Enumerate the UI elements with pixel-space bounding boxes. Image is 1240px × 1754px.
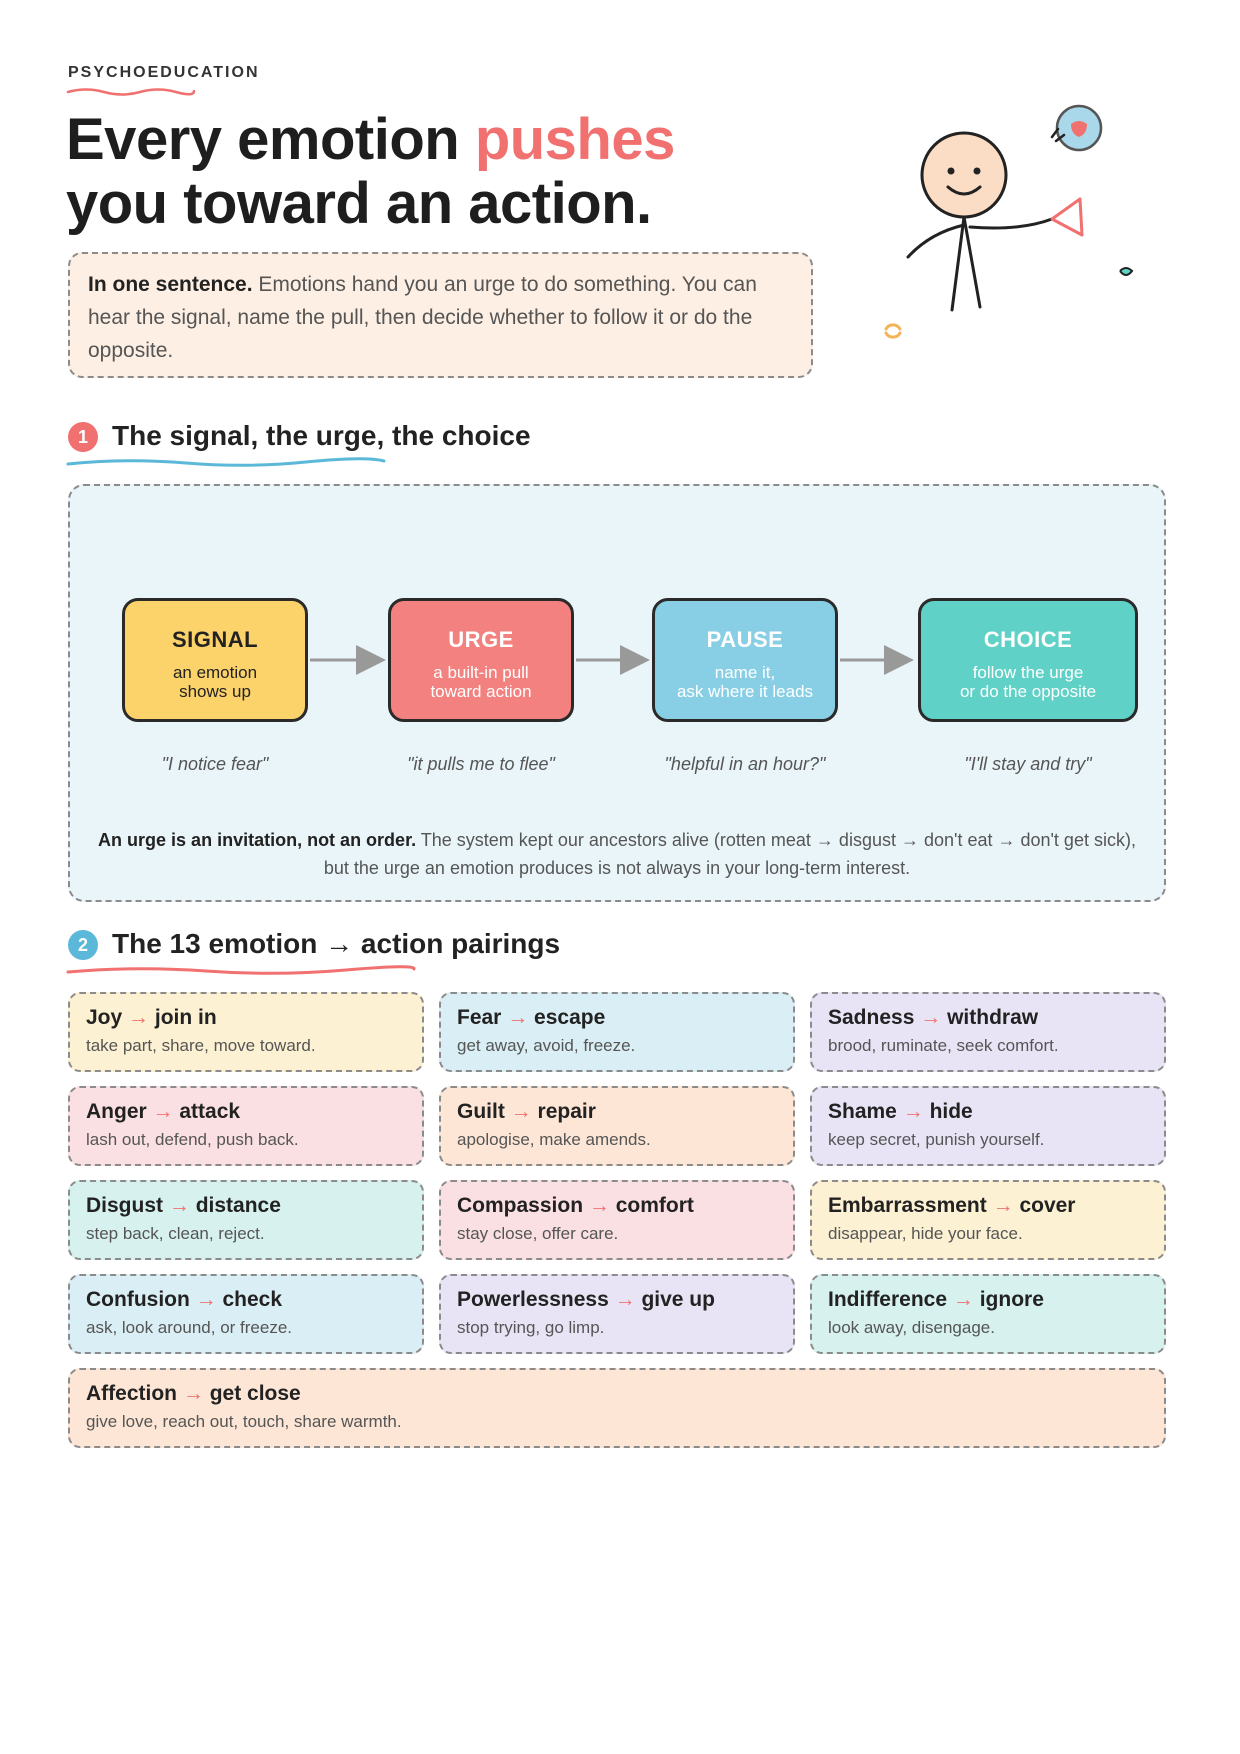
emotion-name: Confusion [86,1288,190,1311]
pairing-card [68,1180,424,1260]
pairing-description: take part, share, move toward. [86,1036,316,1055]
action-name: attack [179,1100,241,1123]
arrow-icon: → [992,1194,1014,1217]
pairing-description: stay close, offer care. [457,1224,619,1243]
action-name: repair [537,1100,596,1123]
pairing-description: apologise, make amends. [457,1130,651,1149]
arrow-icon: → [168,1194,190,1217]
pairing-description: lash out, defend, push back. [86,1130,299,1149]
action-name: withdraw [947,1006,1039,1029]
pairing-title [457,1100,777,1124]
pairing-card [810,1086,1166,1166]
pairing-description: give love, reach out, touch, share warmth. [86,1412,402,1431]
pairing-title [86,1288,406,1312]
section-2-title: The 13 emotion → action pairings [112,928,561,959]
arrow-icon: → [902,1100,924,1123]
pairing-card [439,1180,795,1260]
action-name: get close [209,1382,301,1405]
emotion-name: Compassion [457,1194,584,1217]
pairing-card [68,1368,1166,1448]
panel-note: An urge is an invitation, not an order. The system kept our ancestors alive (rotten meat → disgust → don't eat → don't get sick), but the urge an emotion produces is not always in your long-term interest. [98,830,1136,878]
kicker-underline [66,86,196,98]
emotion-name: Affection [86,1382,177,1405]
emotion-name: Powerlessness [457,1288,609,1311]
pairing-description: look away, disengage. [828,1318,995,1337]
signal-urge-choice-panel [68,484,1166,902]
pairing-title [457,1006,777,1030]
action-name: ignore [979,1288,1044,1311]
pairing-description: stop trying, go limp. [457,1318,605,1337]
arrow-icon: → [507,1006,529,1029]
pairing-card [68,1274,424,1354]
pairing-description: ask, look around, or freeze. [86,1318,293,1337]
quote-choice: "I'll stay and try" [964,754,1092,774]
pairing-title [457,1288,777,1312]
pairing-description: step back, clean, reject. [86,1224,265,1243]
section-1-badge: 1 [68,422,98,452]
emotion-name: Guilt [457,1100,505,1123]
pairing-title [828,1194,1148,1218]
emotion-name: Shame [828,1100,897,1123]
pairing-title [86,1100,406,1124]
action-name: give up [641,1288,715,1311]
stage-urge: URGE a built-in pull toward action [388,598,574,722]
pairing-card [810,992,1166,1072]
pairing-description: disappear, hide your face. [828,1224,1023,1243]
pairing-card [68,992,424,1072]
arrow-icon: → [614,1288,636,1311]
emotion-name: Embarrassment [828,1194,987,1217]
quote-signal: "I notice fear" [161,754,269,774]
arrow-icon: → [195,1288,217,1311]
pairing-card [439,992,795,1072]
pairing-card [439,1274,795,1354]
pairing-card [810,1180,1166,1260]
section-2-badge: 2 [68,930,98,960]
arrow-icon: → [920,1006,942,1029]
pairing-description: brood, ruminate, seek comfort. [828,1036,1059,1055]
arrow-icon: → [128,1006,150,1029]
section-2-underline [66,964,416,978]
pairing-description: get away, avoid, freeze. [457,1036,636,1055]
kicker-label: PSYCHOEDUCATION [68,64,260,81]
summary-box [68,252,813,378]
emotion-name: Anger [86,1100,147,1123]
pairing-title [86,1382,1148,1406]
pairing-title [86,1006,406,1030]
pairing-title [86,1194,406,1218]
stick-figure-illustration [880,95,1180,355]
stage-pause: PAUSE name it, ask where it leads [652,598,838,722]
action-name: distance [195,1194,281,1217]
action-name: comfort [615,1194,694,1217]
pairing-card [439,1086,795,1166]
stage-choice: CHOICE follow the urge or do the opposite [918,598,1138,722]
action-name: hide [929,1100,973,1123]
arrow-icon: → [152,1100,174,1123]
emotion-name: Fear [457,1006,502,1029]
page-title: Every emotion pushes you toward an action. [66,107,675,236]
section-1-title: The signal, the urge, the choice [112,420,531,451]
section-1-underline [66,456,386,470]
emotion-name: Sadness [828,1006,915,1029]
emotion-name: Joy [86,1006,123,1029]
emotion-name: Indifference [828,1288,948,1311]
pairing-card [68,1086,424,1166]
stage-signal: SIGNAL an emotion shows up [122,598,308,722]
arrow-icon: → [588,1194,610,1217]
arrow-icon: → [952,1288,974,1311]
summary-lead: In one sentence. [88,273,253,296]
emotion-name: Disgust [86,1194,164,1217]
quote-pause: "helpful in an hour?" [664,754,826,774]
quote-urge: "it pulls me to flee" [407,754,555,774]
pairing-card [810,1274,1166,1354]
pairing-title [457,1194,777,1218]
action-name: join in [154,1006,217,1029]
action-name: check [222,1288,283,1311]
action-name: escape [534,1006,606,1029]
action-name: cover [1019,1194,1076,1217]
pairing-title [828,1006,1148,1030]
pairing-title [828,1288,1148,1312]
pairing-description: keep secret, punish yourself. [828,1130,1045,1149]
arrow-icon: → [510,1100,532,1123]
pairing-title [828,1100,1148,1124]
arrow-icon: → [182,1382,204,1405]
summary-text: Emotions hand you an urge to do something. You can hear the signal, name the pull, then decide whether to follow it or do the opposite. [88,273,757,362]
